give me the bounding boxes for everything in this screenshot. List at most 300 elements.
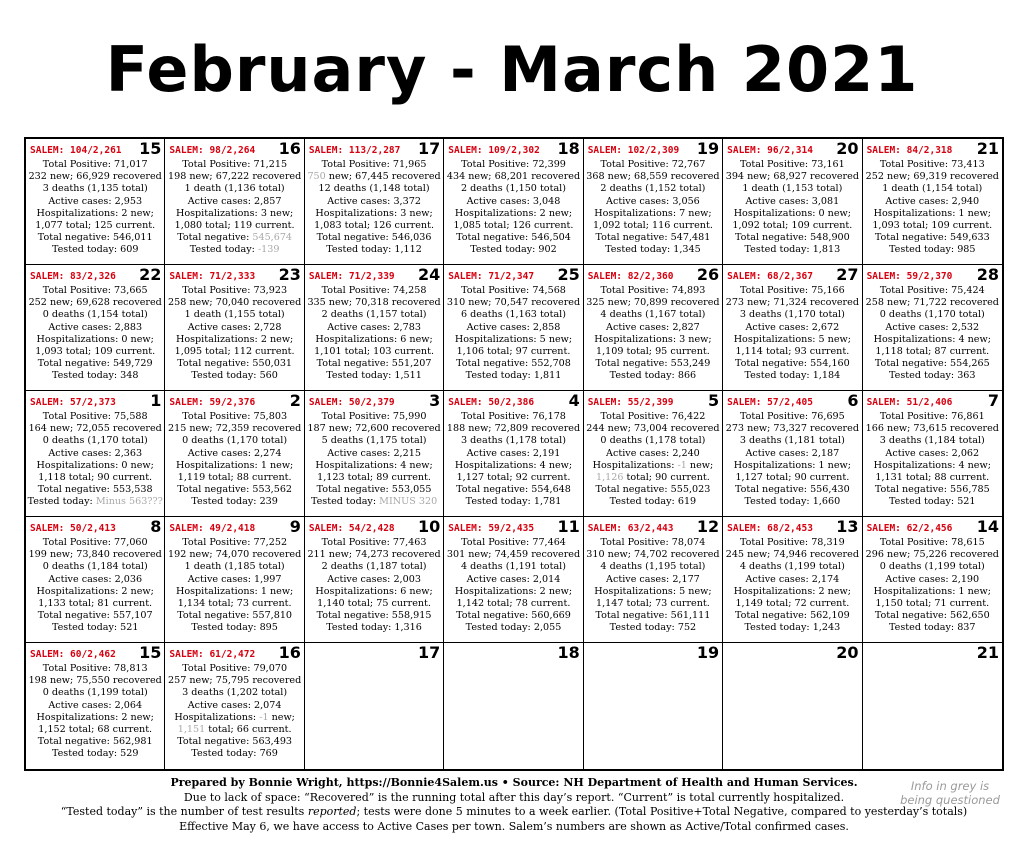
stat-line <box>863 484 1002 496</box>
stat-line <box>723 370 861 382</box>
stat-text: 273 new; 73,327 recovered <box>725 423 859 435</box>
stat-text: 1,152 total; 68 current. <box>38 724 153 736</box>
stat-line <box>165 232 303 244</box>
stat-text: Tested today: 521 <box>51 622 139 634</box>
calendar-day-cell <box>165 265 304 391</box>
stat-line <box>165 700 303 712</box>
stat-line <box>863 309 1002 321</box>
day-number: 13 <box>836 517 859 536</box>
day-header <box>584 643 722 663</box>
stat-text: 0 deaths (1,170 total) <box>879 309 985 321</box>
stat-line <box>444 183 582 195</box>
stat-line <box>723 496 861 508</box>
stat-text: 3 deaths (1,178 total) <box>461 435 566 447</box>
stat-text: Active cases: 2,240 <box>606 447 700 459</box>
salem-cases: SALEM: 57/2,405 <box>727 397 813 408</box>
stat-line <box>444 586 582 598</box>
stat-line <box>444 549 582 561</box>
stat-text: Total Positive: 73,923 <box>182 285 288 296</box>
stat-text: Total negative: 556,430 <box>734 484 850 496</box>
day-number: 20 <box>836 643 859 662</box>
footer-definitions: Due to lack of space: “Recovered” is the running total after this day’s report. “Current” is total currently hospitalized. <box>183 790 845 804</box>
stat-line <box>584 208 722 220</box>
stat-line <box>165 220 303 232</box>
day-header <box>863 265 1002 285</box>
stat-line <box>444 370 582 382</box>
stat-line <box>444 610 582 622</box>
footer-tested-c: ; tests were done 5 minutes to a week earlier. (Total Positive+Total Negative, compared to yesterday’s totals) <box>356 805 968 819</box>
stat-text: Active cases: 2,858 <box>466 321 561 333</box>
stat-line <box>165 346 303 358</box>
stat-line <box>26 285 164 297</box>
stat-line <box>26 537 164 549</box>
stat-line <box>723 285 861 297</box>
footer-credit: Prepared by Bonnie Wright, https://Bonnie4Salem.us • Source: NH Department of Health and Human Services. <box>170 776 858 789</box>
stat-line <box>26 159 164 171</box>
day-number: 18 <box>557 139 580 158</box>
stat-text: 1,140 total; 75 current. <box>317 598 431 610</box>
stat-text: Active cases: 2,827 <box>606 321 700 333</box>
stat-text: Total negative: 553,562 <box>177 484 293 496</box>
day-number: 14 <box>976 517 999 536</box>
stat-text: Total negative: 560,669 <box>456 610 571 622</box>
stat-text: 0 deaths (1,199 total) <box>879 561 985 573</box>
stat-line <box>723 322 861 334</box>
stat-line <box>26 598 164 610</box>
stat-text: 4 deaths (1,195 total) <box>600 561 706 573</box>
stat-line <box>863 448 1002 460</box>
stat-line <box>305 460 443 472</box>
stat-text: 232 new; 66,929 recovered <box>28 171 162 183</box>
stat-text: 1,095 total; 112 current. <box>174 346 295 358</box>
day-stats <box>305 285 443 383</box>
stat-line <box>26 297 164 309</box>
stat-text: Active cases: 2,177 <box>606 573 700 585</box>
day-number: 17 <box>418 643 441 662</box>
stat-line <box>305 448 443 460</box>
stat-text: Hospitalizations: 1 new; <box>733 459 851 471</box>
salem-cases: SALEM: 102/2,309 <box>587 145 680 156</box>
stat-text: 0 deaths (1,170 total) <box>182 435 288 447</box>
day-number: 10 <box>418 517 441 536</box>
stat-text: Tested today: 1,511 <box>326 370 422 382</box>
day-stats <box>165 663 303 761</box>
day-header <box>26 517 164 537</box>
stat-text: Tested today: 866 <box>609 370 697 382</box>
day-stats <box>165 159 303 257</box>
calendar-day-cell <box>26 517 165 643</box>
stat-text: Hospitalizations: 4 new; <box>315 459 433 471</box>
stat-text: 0 deaths (1,199 total) <box>42 687 148 699</box>
stat-text: 1,101 total; 103 current. <box>314 346 435 358</box>
stat-text: Hospitalizations: <box>174 711 260 723</box>
stat-text: 1,085 total; 126 current. <box>453 220 574 232</box>
stat-line <box>444 598 582 610</box>
stat-line <box>26 370 164 382</box>
stat-line <box>26 435 164 447</box>
stat-line <box>723 159 861 171</box>
stat-text: Tested today: 895 <box>191 622 278 634</box>
stat-line <box>584 309 722 321</box>
day-stats <box>584 411 722 509</box>
stat-text: 192 new; 74,070 recovered <box>168 549 302 561</box>
stat-text: Hospitalizations: 1 new; <box>175 459 294 471</box>
stat-text: 545,674 <box>252 232 293 244</box>
stat-line <box>444 358 582 370</box>
day-header <box>584 139 722 159</box>
stat-line <box>165 724 303 736</box>
stat-line <box>863 370 1002 382</box>
day-number: 28 <box>976 265 999 284</box>
day-header <box>165 139 303 159</box>
stat-line <box>723 220 861 232</box>
day-stats <box>26 159 164 257</box>
stat-line <box>444 435 582 447</box>
stat-line <box>305 472 443 484</box>
stat-text: 198 new; 75,550 recovered <box>28 675 162 687</box>
stat-text: 1 death (1,185 total) <box>184 561 285 573</box>
stat-line <box>444 496 582 508</box>
stat-text: Tested today: 1,184 <box>744 370 841 382</box>
stat-text: 1,118 total; 90 current. <box>38 472 153 484</box>
stat-line <box>584 496 722 508</box>
stat-text: 750 <box>307 171 326 183</box>
day-stats <box>584 159 722 257</box>
stat-line <box>584 484 722 496</box>
calendar-day-cell <box>444 391 583 517</box>
stat-line <box>165 484 303 496</box>
stat-line <box>723 586 861 598</box>
stat-line <box>444 574 582 586</box>
day-number: 20 <box>836 139 859 158</box>
stat-text: Total negative: 552,708 <box>456 358 571 370</box>
stat-text: 12 deaths (1,148 total) <box>318 183 430 195</box>
stat-text: Total negative: 557,107 <box>37 610 153 622</box>
stat-line <box>165 549 303 561</box>
stat-text: Hospitalizations: 0 new; <box>36 333 154 345</box>
day-stats <box>863 537 1002 635</box>
stat-line <box>863 171 1002 183</box>
stat-line <box>26 448 164 460</box>
calendar-day-cell <box>444 643 583 769</box>
stat-text: Hospitalizations: 2 new; <box>454 585 573 597</box>
stat-text: 301 new; 74,459 recovered <box>446 549 581 561</box>
stat-text: 310 new; 74,702 recovered <box>586 549 720 561</box>
stat-line <box>584 561 722 573</box>
stat-line <box>165 285 303 297</box>
stat-text: Total negative: 554,265 <box>874 358 990 370</box>
stat-text: Hospitalizations: 5 new; <box>733 333 851 345</box>
stat-text: Hospitalizations: 2 new; <box>733 585 851 597</box>
stat-text: Total negative: 563,493 <box>177 736 293 748</box>
stat-text: 1,114 total; 93 current. <box>735 346 850 358</box>
stat-text: Total Positive: 76,178 <box>461 411 566 422</box>
stat-line <box>26 208 164 220</box>
salem-cases: SALEM: 49/2,418 <box>169 523 256 534</box>
stat-text: Total Positive: 74,258 <box>321 285 427 296</box>
stat-text: Hospitalizations: 0 new; <box>733 207 851 219</box>
stat-line <box>444 232 582 244</box>
calendar-day-cell <box>305 265 444 391</box>
stat-line <box>584 586 722 598</box>
day-stats <box>723 537 861 635</box>
stat-text: Tested today: 521 <box>889 496 976 508</box>
stat-line <box>723 346 861 358</box>
stat-line <box>584 159 722 171</box>
day-header <box>305 643 443 663</box>
stat-line <box>26 663 164 675</box>
stat-text: 198 new; 67,222 recovered <box>168 171 302 183</box>
stat-line <box>863 610 1002 622</box>
day-number: 4 <box>568 391 580 410</box>
stat-line <box>444 346 582 358</box>
day-number: 9 <box>289 517 301 536</box>
stat-line <box>444 285 582 297</box>
stat-text: Hospitalizations: 1 new; <box>873 207 991 219</box>
stat-line <box>584 232 722 244</box>
calendar-day-cell <box>444 139 583 265</box>
stat-text: Active cases: 2,783 <box>327 321 421 333</box>
calendar-day-cell <box>165 139 304 265</box>
calendar-day-cell <box>165 643 304 769</box>
salem-cases: SALEM: 82/2,360 <box>587 271 674 282</box>
stat-line <box>863 322 1002 334</box>
stat-line <box>165 358 303 370</box>
stat-text: Active cases: 2,014 <box>466 573 561 585</box>
stat-text: Hospitalizations: <box>592 459 678 471</box>
stat-line <box>723 244 861 256</box>
stat-text: new; <box>686 459 714 471</box>
stat-line <box>26 549 164 561</box>
stat-text: Active cases: 2,191 <box>466 447 561 459</box>
stat-text: Active cases: 2,274 <box>187 447 282 459</box>
stat-line <box>305 297 443 309</box>
day-number: 16 <box>278 139 301 158</box>
stat-text: Tested today: 1,813 <box>744 244 841 256</box>
day-stats <box>444 159 582 257</box>
stat-line <box>165 196 303 208</box>
calendar-day-cell <box>26 139 165 265</box>
stat-text: Total negative: 561,111 <box>595 610 711 622</box>
stat-line <box>723 598 861 610</box>
stat-text: Active cases: 2,062 <box>885 447 980 459</box>
stat-line <box>863 159 1002 171</box>
stat-text: -1 <box>677 459 687 471</box>
stat-text: Total Positive: 78,319 <box>739 537 845 548</box>
stat-line <box>444 537 582 549</box>
stat-line <box>165 423 303 435</box>
day-header <box>165 517 303 537</box>
salem-cases: SALEM: 51/2,406 <box>866 397 953 408</box>
salem-cases: SALEM: 71/2,333 <box>169 271 256 282</box>
stat-line <box>863 537 1002 549</box>
stat-line <box>26 622 164 634</box>
stat-line <box>444 472 582 484</box>
stat-text: 211 new; 74,273 recovered <box>307 549 441 561</box>
stat-line <box>165 171 303 183</box>
stat-line <box>305 309 443 321</box>
stat-line <box>723 183 861 195</box>
stat-text: Total Positive: 73,665 <box>42 285 148 296</box>
stat-text: Hospitalizations: 3 new; <box>315 207 433 219</box>
stat-text: Total Positive: 72,399 <box>461 159 566 170</box>
stat-text: Total negative: 554,160 <box>734 358 850 370</box>
stat-text: Minus 563??? <box>95 496 163 508</box>
stat-text: Total Positive: 77,060 <box>42 537 148 548</box>
day-stats <box>305 411 443 509</box>
stat-text: new; 67,445 recovered <box>325 171 441 183</box>
calendar-day-cell <box>584 643 723 769</box>
stat-line <box>305 220 443 232</box>
stat-text: Hospitalizations: 6 new; <box>315 585 433 597</box>
day-number: 21 <box>976 139 999 158</box>
stat-text: 1,123 total; 89 current. <box>317 472 431 484</box>
stat-line <box>863 183 1002 195</box>
stat-line <box>305 537 443 549</box>
stat-line <box>26 496 164 508</box>
stat-line <box>165 561 303 573</box>
stat-text: 1,149 total; 72 current. <box>735 598 850 610</box>
stat-text: 1,083 total; 126 current. <box>314 220 435 232</box>
footer-tested-b: reported <box>307 805 357 819</box>
stat-text: Total negative: 553,055 <box>316 484 432 496</box>
stat-line <box>863 196 1002 208</box>
stat-line <box>723 549 861 561</box>
stat-text: Hospitalizations: 3 new; <box>175 207 294 219</box>
stat-line <box>26 460 164 472</box>
stat-line <box>26 358 164 370</box>
stat-line <box>584 610 722 622</box>
stat-text: Tested today: 1,112 <box>326 244 422 256</box>
stat-text: Active cases: 2,728 <box>187 321 282 333</box>
stat-line <box>305 232 443 244</box>
stat-text: 0 deaths (1,154 total) <box>42 309 148 321</box>
day-number: 3 <box>429 391 441 410</box>
day-stats <box>165 411 303 509</box>
stat-line <box>165 183 303 195</box>
salem-cases: SALEM: 98/2,264 <box>169 145 256 156</box>
stat-text: 1,127 total; 92 current. <box>456 472 571 484</box>
stat-line <box>444 322 582 334</box>
stat-text: Total negative: <box>177 232 253 244</box>
stat-text: Active cases: 2,215 <box>327 447 421 459</box>
day-header <box>863 391 1002 411</box>
calendar-day-cell <box>723 391 862 517</box>
day-stats <box>863 411 1002 509</box>
stat-text: Hospitalizations: 1 new; <box>873 585 991 597</box>
calendar-day-cell <box>863 517 1002 643</box>
stat-line <box>444 622 582 634</box>
stat-line <box>305 496 443 508</box>
stat-line <box>26 309 164 321</box>
day-header <box>444 517 582 537</box>
stat-line <box>26 423 164 435</box>
stat-line <box>863 496 1002 508</box>
stat-line <box>584 334 722 346</box>
stat-line <box>863 220 1002 232</box>
stat-text: Total negative: 547,481 <box>595 232 711 244</box>
stat-text: Active cases: 3,081 <box>745 195 840 207</box>
stat-line <box>305 574 443 586</box>
stat-text: 1 death (1,154 total) <box>882 183 983 195</box>
day-header <box>305 391 443 411</box>
stat-text: 258 new; 71,722 recovered <box>865 297 999 309</box>
day-stats <box>444 411 582 509</box>
stat-line <box>863 423 1002 435</box>
stat-line <box>26 171 164 183</box>
stat-text: Total Positive: 76,422 <box>600 411 706 422</box>
stat-line <box>444 171 582 183</box>
salem-cases: SALEM: 59/2,376 <box>169 397 256 408</box>
stat-text: Hospitalizations: 3 new; <box>594 333 712 345</box>
stat-line <box>305 196 443 208</box>
stat-line: Total Positive: 71,965 <box>321 159 427 170</box>
stat-text: Active cases: 2,064 <box>48 699 143 711</box>
stat-text: 166 new; 73,615 recovered <box>865 423 999 435</box>
stat-line <box>723 334 861 346</box>
calendar-day-cell <box>584 517 723 643</box>
stat-line <box>305 183 443 195</box>
footer-effective-note: Effective May 6, we have access to Active Cases per town. Salem’s numbers are shown as Active/Total confirmed cases. <box>179 819 849 833</box>
day-stats <box>26 663 164 761</box>
stat-line <box>723 196 861 208</box>
stat-line <box>444 460 582 472</box>
stat-line <box>26 700 164 712</box>
stat-line <box>444 244 582 256</box>
day-header <box>863 139 1002 159</box>
stat-line <box>863 460 1002 472</box>
stat-text: Tested today: 769 <box>191 748 278 760</box>
day-header <box>26 643 164 663</box>
day-header <box>723 391 861 411</box>
day-stats <box>584 537 722 635</box>
stat-text: MINUS 320 <box>379 496 438 508</box>
stat-line <box>26 334 164 346</box>
stat-line <box>26 411 164 423</box>
stat-line <box>305 435 443 447</box>
stat-text: 1,092 total; 109 current. <box>732 220 853 232</box>
stat-text: Total Positive: 78,074 <box>600 537 706 548</box>
stat-text: Total negative: 555,023 <box>595 484 711 496</box>
day-header <box>584 517 722 537</box>
stat-line <box>723 448 861 460</box>
stat-line <box>305 484 443 496</box>
day-number: 23 <box>278 265 301 284</box>
stat-text: 252 new; 69,628 recovered <box>28 297 162 309</box>
day-stats <box>584 285 722 383</box>
day-stats <box>26 285 164 383</box>
day-stats <box>165 285 303 383</box>
stat-text: Tested today: 529 <box>51 748 139 760</box>
stat-text: 3 deaths (1,170 total) <box>739 309 845 321</box>
stat-line <box>26 244 164 256</box>
stat-line <box>165 736 303 748</box>
stat-text: Total negative: 553,249 <box>595 358 711 370</box>
stat-line <box>863 208 1002 220</box>
stat-text: Total negative: 551,207 <box>316 358 432 370</box>
calendar-day-cell <box>863 391 1002 517</box>
stat-line <box>444 561 582 573</box>
stat-line <box>863 598 1002 610</box>
day-stats <box>305 159 443 257</box>
stat-line <box>305 598 443 610</box>
salem-cases: SALEM: 50/2,379 <box>308 397 395 408</box>
calendar-day-cell <box>863 139 1002 265</box>
calendar-day-cell <box>305 643 444 769</box>
stat-line <box>26 183 164 195</box>
day-header <box>444 643 582 663</box>
stat-line <box>584 358 722 370</box>
